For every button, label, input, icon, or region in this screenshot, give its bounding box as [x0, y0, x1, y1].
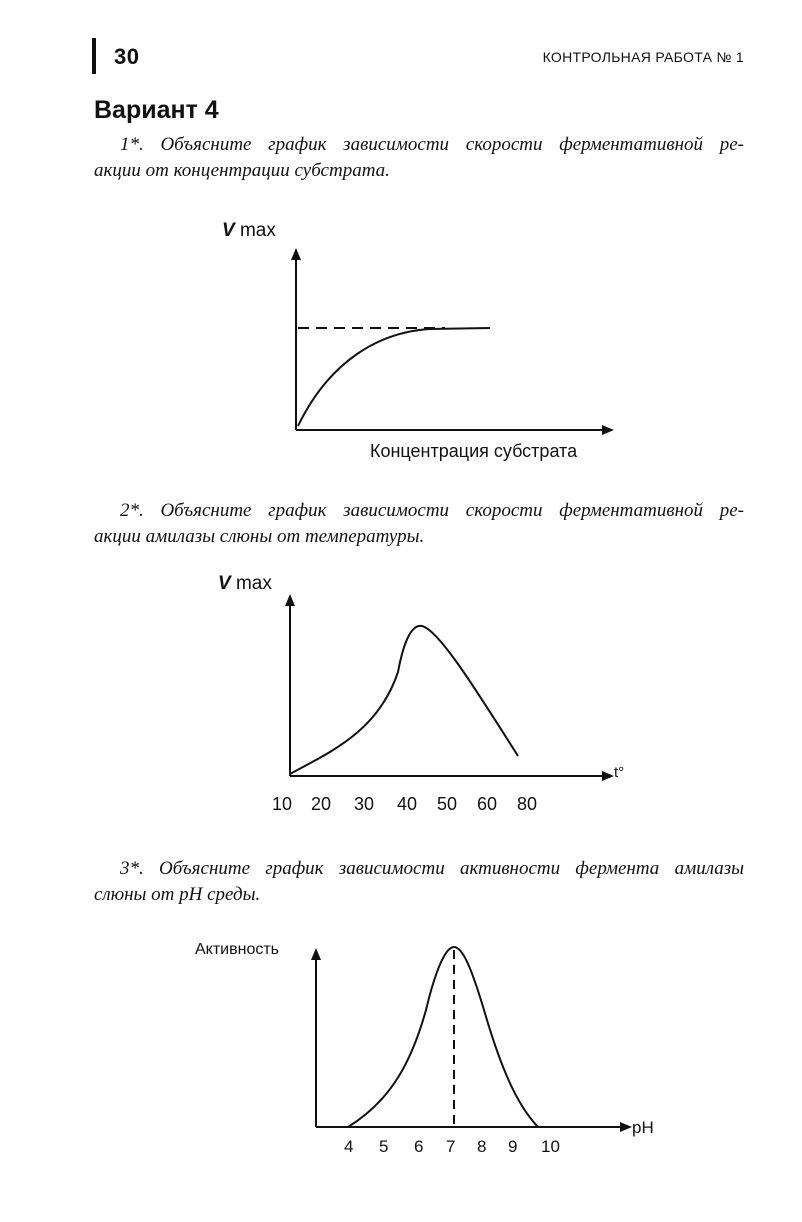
chart1-ylabel-v: V — [222, 220, 235, 241]
chart3-tick-label: 10 — [541, 1137, 560, 1156]
question-3-line-2: слюны от pH среды. — [94, 884, 261, 905]
chart3-x-ticks — [344, 1137, 560, 1156]
chart3-ylabel: Активность — [195, 941, 280, 958]
chart1-ylabel-max: max — [234, 220, 276, 241]
chart2-tick-label: 80 — [517, 794, 538, 814]
chart3-tick-label: 9 — [508, 1137, 518, 1156]
chart2-ylabel-v: V — [218, 573, 231, 594]
chart2-ylabel-max: max — [230, 573, 272, 594]
chart2-tick-label: 60 — [477, 794, 498, 814]
page-number: 30 — [114, 44, 140, 69]
chart3-ph-curve — [348, 947, 538, 1127]
chart3-tick-label: 8 — [477, 1137, 487, 1156]
chart3-tick-label: 4 — [344, 1137, 354, 1156]
chart2-tick-label: 40 — [397, 794, 418, 814]
question-3-line-1: 3*. Объясните график зависимости активности фермента амилазы — [120, 858, 744, 879]
chart1-xlabel: Концентрация субстрата — [370, 441, 578, 461]
chart2-tick-label: 20 — [311, 794, 332, 814]
variant-title: Вариант 4 — [94, 96, 219, 124]
question-2-line-1: 2*. Объясните график зависимости скорости ферментативной ре- — [120, 500, 744, 521]
chart3-xlabel: pH — [632, 1118, 654, 1137]
chart2-tick-label: 30 — [354, 794, 375, 814]
chart2-tick-label: 10 — [272, 794, 293, 814]
chart3-tick-label: 6 — [414, 1137, 424, 1156]
chart3-tick-label: 7 — [446, 1137, 456, 1156]
chart3-tick-label: 5 — [379, 1137, 389, 1156]
question-1-line-2: акции от концентрации субстрата. — [94, 160, 390, 181]
running-head: КОНТРОЛЬНАЯ РАБОТА № 1 — [542, 49, 744, 65]
chart2-xlabel: t° — [614, 764, 625, 781]
chart2-tick-label: 50 — [437, 794, 458, 814]
question-2-line-2: акции амилазы слюны от температуры. — [94, 526, 425, 547]
question-1-line-1: 1*. Объясните график зависимости скорости ферментативной ре- — [120, 134, 744, 155]
